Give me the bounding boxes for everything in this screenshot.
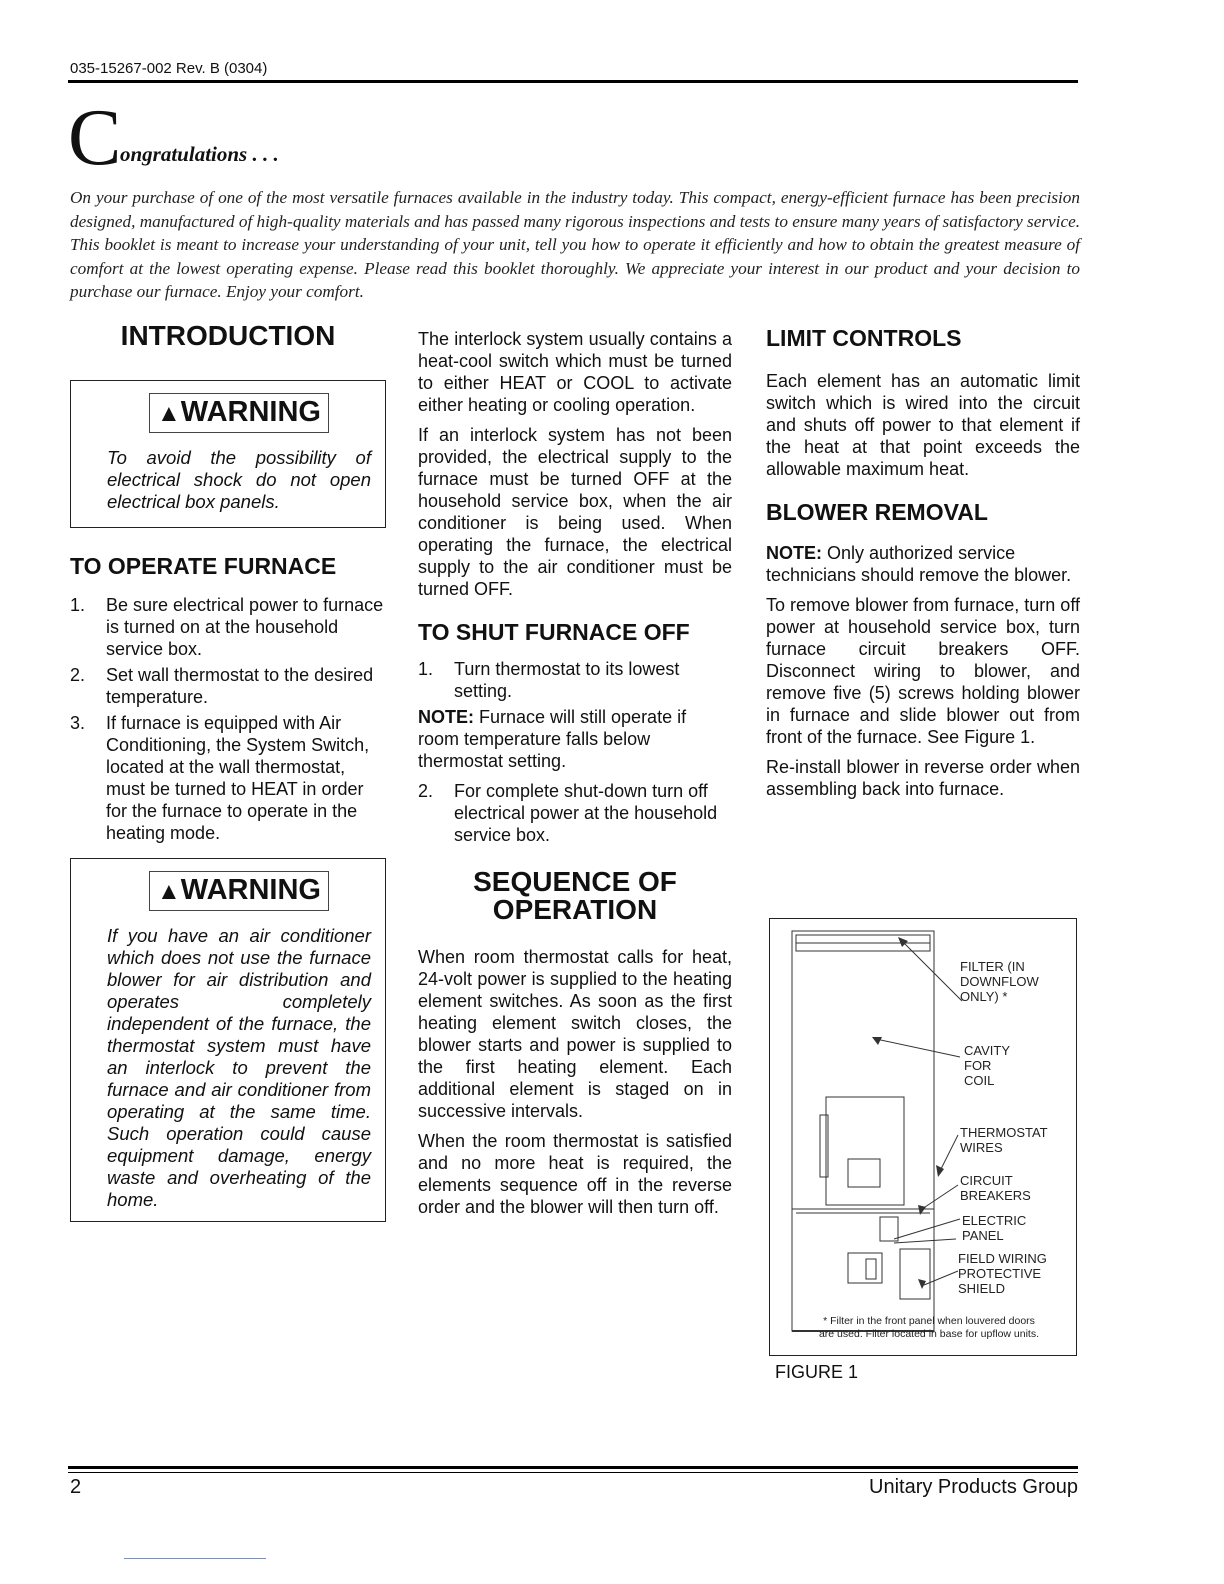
column-middle <box>418 328 732 1218</box>
figure-1-box <box>769 918 1077 1356</box>
sequence-heading: SEQUENCE OF OPERATION <box>473 866 677 925</box>
footer-rule-thin <box>68 1472 1078 1473</box>
header-rule <box>68 80 1078 83</box>
congratulations-title: ongratulations . . . <box>120 142 279 166</box>
warning-text-1: To avoid the possibility of electrical shock do not open electrical box panels. <box>107 447 371 512</box>
blower-removal-heading: BLOWER REMOVAL <box>766 499 988 525</box>
filter-label: FILTER (IN DOWNFLOW ONLY) * <box>960 959 1039 1004</box>
operate-furnace-heading: TO OPERATE FURNACE <box>70 553 337 579</box>
list-item: 3. If furnace is equipped with Air Conditioning, the System Switch, located at the wall thermostat, must be turned to HEAT in order for the furnace to operate in the heating mode. <box>70 713 370 843</box>
shut-furnace-off-heading: TO SHUT FURNACE OFF <box>418 619 690 645</box>
column-left <box>70 320 386 1222</box>
document-number: 035-15267-002 Rev. B (0304) <box>70 60 268 77</box>
warning-triangle-icon: ▲ <box>157 400 181 427</box>
field-wiring-shield <box>900 1249 930 1299</box>
list-item: 1. Turn thermostat to its lowest setting. <box>418 659 680 701</box>
blower-paragraph-2: Re-install blower in reverse order when assembling back into furnace. <box>766 757 1080 799</box>
shutoff-step-2 <box>418 780 732 846</box>
warning-box-2 <box>70 858 386 1222</box>
warning-triangle-icon: ▲ <box>157 878 181 905</box>
shutoff-note: NOTE: Furnace will still operate if room temperature falls below thermostat setting. <box>418 707 687 771</box>
warning-label-2: ▲WARNING <box>149 871 329 911</box>
electric-panel-shape <box>880 1217 898 1241</box>
warning-label-1: ▲WARNING <box>149 393 329 433</box>
cavity-label: CAVITY FOR COIL <box>964 1043 1010 1088</box>
list-item: 2. Set wall thermostat to the desired temperature. <box>70 665 374 707</box>
warning-box-1 <box>70 380 386 528</box>
electric-panel-label: ELECTRIC PANEL <box>962 1213 1027 1243</box>
circuit-breakers-label: CIRCUIT BREAKERS <box>960 1173 1031 1203</box>
warning-text-2: If you have an air conditioner which does not use the furnace blower for air distribution and operates completely independent of the furnace, the thermostat system must have an interlock to prevent the furnace and air conditioner from operating at the same time. Such operation could cause equipment damage, energy waste and overheating of the home. <box>107 925 371 1210</box>
sequence-paragraph-2: When the room thermostat is satisfied and no more heat is required, the elements sequence off in the reverse order and the blower will then turn off. <box>418 1131 732 1217</box>
blower-housing <box>826 1097 904 1205</box>
blower-paragraph-1: To remove blower from furnace, turn off power at household service box, turn furnace circuit breakers OFF. Disconnect wiring to blower, and remove five (5) screws holding blower in furnace and slide blower out from front of the furnace. See Figure 1. <box>766 595 1080 747</box>
blower-note: NOTE: Only authorized service technicians should remove the blower. <box>766 543 1072 585</box>
no-interlock-paragraph: If an interlock system has not been provided, the electrical supply to the furnace must be turned OFF at the household service box, when the air conditioner is being used. When operating the furnace, the electrical supply to the air conditioner must be turned OFF. <box>418 425 732 599</box>
page-number: 2 <box>70 1476 82 1498</box>
bottom-link-line <box>124 1558 266 1559</box>
field-wiring-label: FIELD WIRING PROTECTIVE SHIELD <box>958 1251 1047 1296</box>
list-item: 2. For complete shut-down turn off electrical power at the household service box. <box>418 781 718 845</box>
breaker-box <box>848 1253 882 1283</box>
footer-rule-thick <box>68 1466 1078 1469</box>
operate-steps <box>70 594 386 844</box>
company-name: Unitary Products Group <box>869 1476 1078 1498</box>
shutoff-step-1 <box>418 658 732 702</box>
limit-controls-paragraph: Each element has an automatic limit switch which is wired into the circuit and shuts off power to that element if the heat at that point exceeds the allowable maximum heat. <box>766 371 1080 479</box>
column-right <box>766 324 1080 800</box>
figure-footnote: * Filter in the front panel when louvered doors are used. Filter located in base for upflow units. <box>818 1315 1040 1340</box>
list-item: 1. Be sure electrical power to furnace is turned on at the household service box. <box>70 595 384 659</box>
sequence-paragraph-1: When room thermostat calls for heat, 24-volt power is supplied to the heating element switches. As soon as the first heating element switch closes, the blower starts and power is supplied to the first heating element. Each additional element is staged on in successive intervals. <box>418 947 732 1121</box>
intro-paragraph: On your purchase of one of the most versatile furnaces available in the industry today. This compact, energy-efficient furnace has been precision designed, manufactured of high-quality materials and has passed many rigorous inspections and tests to ensure many years of satisfactory service. This booklet is meant to increase your understanding of your unit, tell you how to operate it efficiently and how to obtain the greatest measure of comfort at the lowest operating expense. Please read this booklet thoroughly. We appreciate your interest in our product and your decision to purchase our furnace. Enjoy your comfort. <box>70 188 1080 301</box>
furnace-cabinet <box>792 931 934 1331</box>
interlock-paragraph: The interlock system usually contains a heat-cool switch which must be turned to either HEAT or COOL to activate either heating or cooling operation. <box>418 329 732 415</box>
drop-cap: C <box>68 94 122 182</box>
blower-motor <box>848 1159 880 1187</box>
thermostat-wires-label: THERMOSTAT WIRES <box>960 1125 1048 1155</box>
limit-controls-heading: LIMIT CONTROLS <box>766 325 962 351</box>
introduction-heading: INTRODUCTION <box>120 320 336 351</box>
figure-caption: FIGURE 1 <box>775 1362 859 1382</box>
